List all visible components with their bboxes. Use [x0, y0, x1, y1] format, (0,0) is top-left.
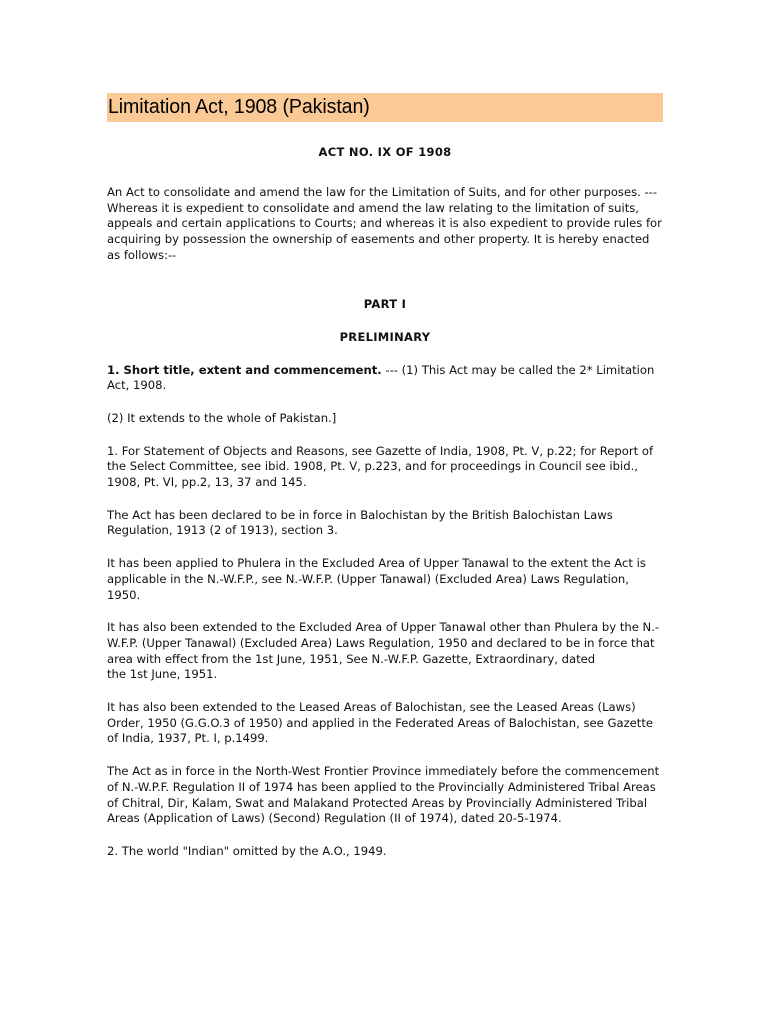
section-1-heading: 1. Short title, extent and commencement. [107, 362, 382, 377]
footnote-2: 2. The world "Indian" omitted by the A.O., 1949. [107, 843, 387, 858]
note-leased-areas: It has also been extended to the Leased Areas of Balochistan, see the Leased Areas (Laws) Order, 1950 (G.G.O.3 of 1950) and applied in the Federated Areas of Balochistan, see Gazette of India, 1937, Pt. I, p.1499. [107, 700, 654, 746]
section-1-text: --- (1) This Act may be called the 2* Limitation Act, 1908. [107, 362, 655, 393]
note-upper-tanawal-date: the 1st June, 1951. [107, 667, 218, 682]
footnote-1: 1. For Statement of Objects and Reasons, see Gazette of India, 1908, Pt. V, p.22; for Report of the Select Committee, see ibid. 1908, Pt. V, p.223, and for proceedings in Council see ibid., 1908, Pt. VI, pp.2, 13, 37 and 145. [107, 443, 654, 490]
note-phulera: It has been applied to Phulera in the Excluded Area of Upper Tanawal to the extent the Act is applicable in the N.-W.F.P., see N.-W.F.P. (Upper Tanawal) (Excluded Area) Laws Regulation, 1950. [107, 556, 646, 602]
part-heading: PART I [363, 296, 407, 311]
part-title: PRELIMINARY [339, 329, 431, 344]
note-nwfp: The Act as in force in the North-West Frontier Province immediately before the commencement of N.-W.P.F. Regulation II of 1974 has been applied to the Provincially Administered Tribal Areas of Chitral, Dir, Kalam, Swat and Malakand Protected Areas by Provincially Administered Tribal Areas (Application of Laws) (Second) Regulation (II of 1974), dated 20-5-1974. [107, 764, 660, 826]
act-number-heading: ACT NO. IX OF 1908 [318, 145, 452, 159]
section-1-paragraph [107, 363, 663, 394]
title-bar [107, 93, 663, 122]
note-balochistan: The Act has been declared to be in force in Balochistan by the British Balochistan Laws Regulation, 1913 (2 of 1913), section 3. [107, 507, 613, 538]
document-page [107, 93, 663, 860]
note-upper-tanawal: It has also been extended to the Excluded Area of Upper Tanawal other than Phulera by the N.-W.F.P. (Upper Tanawal) (Excluded Area) Laws Regulation, 1950 and declared to be in force that area with effect from the 1st June, 1951, See N.-W.F.P. Gazette, Extraordinary, dated [107, 620, 660, 666]
act-preamble: An Act to consolidate and amend the law for the Limitation of Suits, and for other purposes. --- Whereas it is expedient to consolidate and amend the law relating to the limitation of suits, appeals and certain applications to Courts; and whereas it is also expedient to provide rules for acquiring by possession the ownership of easements and other property. It is hereby enacted as follows:-- [107, 185, 662, 262]
section-1-subsection-2: (2) It extends to the whole of Pakistan.] [107, 410, 337, 425]
document-title: Limitation Act, 1908 (Pakistan) [108, 96, 370, 118]
